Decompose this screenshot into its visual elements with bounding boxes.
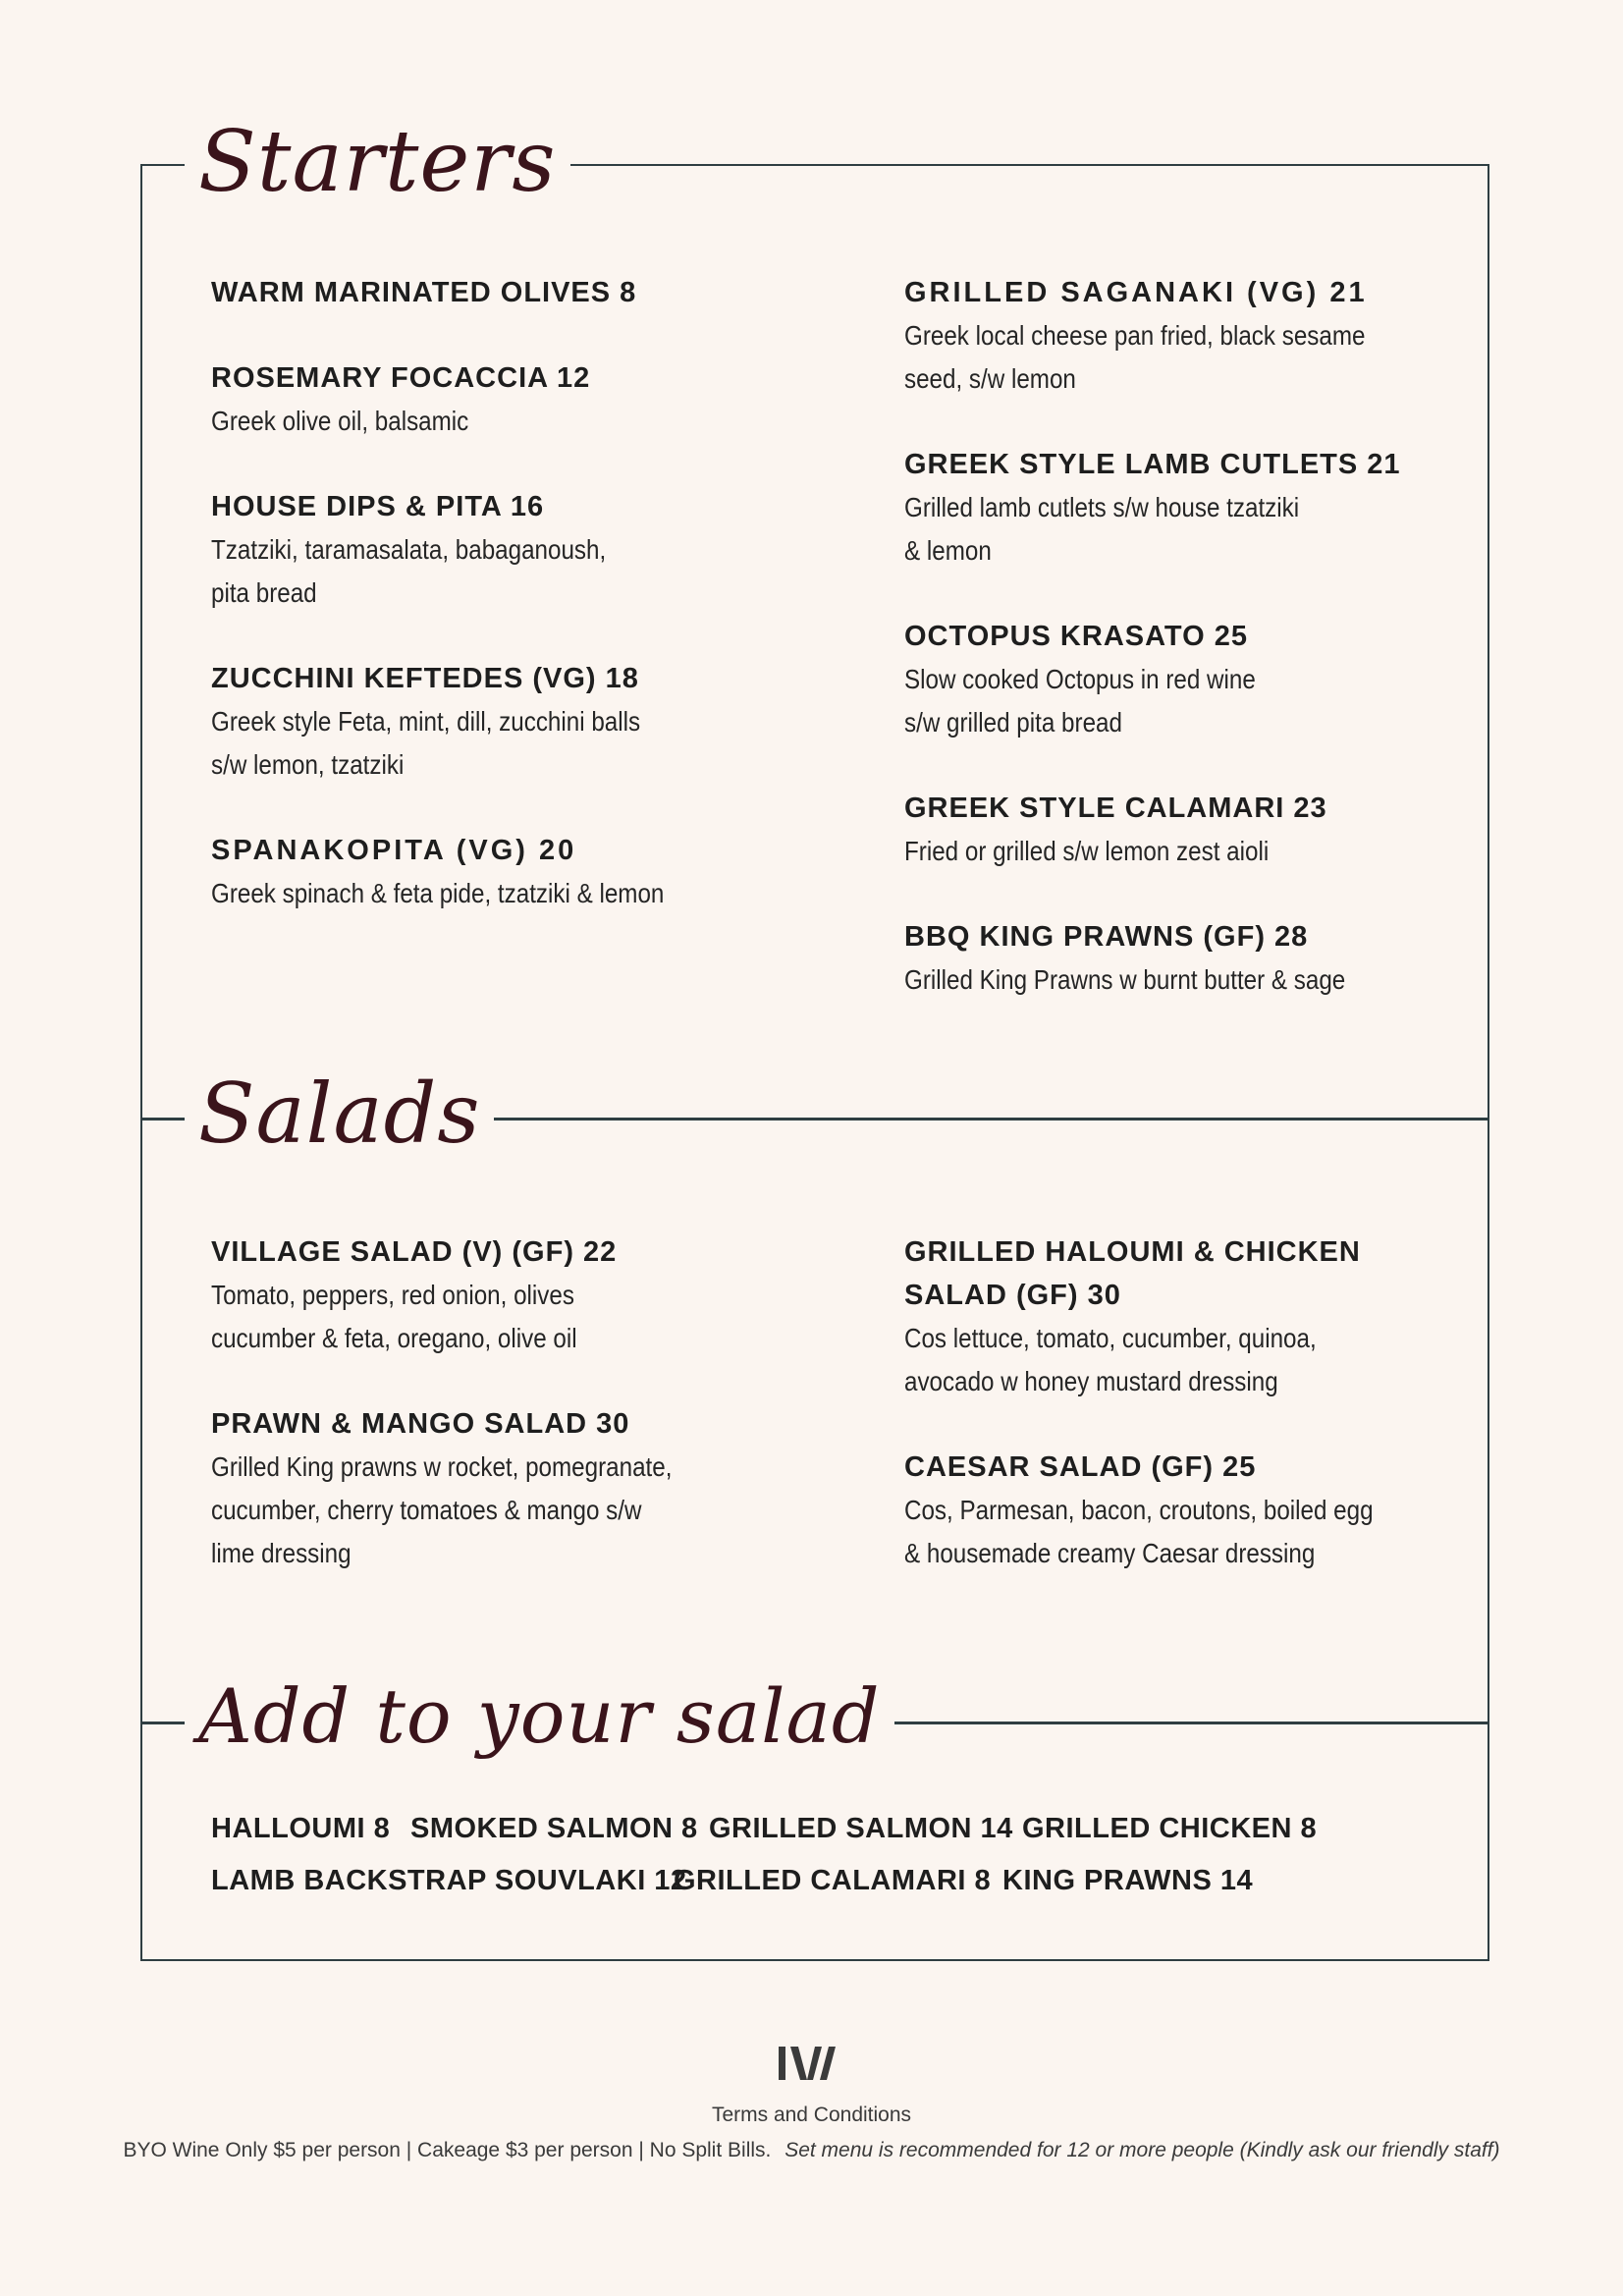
item-name: WARM MARINATED OLIVES 8 bbox=[211, 277, 637, 308]
terms-text bbox=[0, 2139, 1623, 2162]
addons-heading: Add to your salad bbox=[185, 1679, 894, 1754]
menu-item bbox=[211, 657, 761, 787]
item-name: SPANAKOPITA (VG) 20 bbox=[211, 835, 577, 866]
item-description: Grilled King prawns w rocket, pomegranate, cucumber, cherry tomatoes & mango s/w lime dressing bbox=[211, 1451, 673, 1568]
item-name: CAESAR SALAD (GF) 25 bbox=[904, 1451, 1257, 1483]
menu-item bbox=[904, 271, 1454, 401]
item-name: GREEK STYLE LAMB CUTLETS 21 bbox=[904, 449, 1401, 480]
item-name: OCTOPUS KRASATO 25 bbox=[904, 621, 1248, 652]
menu-item bbox=[904, 915, 1454, 1002]
item-description: Slow cooked Octopus in red wine s/w grilled pita bread bbox=[904, 664, 1256, 738]
item-description: Tomato, peppers, red onion, olives cucumber & feta, oregano, olive oil bbox=[211, 1280, 577, 1353]
menu-item bbox=[211, 356, 761, 443]
addon-item: SMOKED SALMON 8 bbox=[410, 1813, 698, 1844]
salads-heading: Salads bbox=[185, 1072, 494, 1155]
addon-item: GRILLED SALMON 14 bbox=[709, 1813, 1013, 1844]
addon-item: GRILLED CALAMARI 8 bbox=[674, 1865, 992, 1896]
item-description: Cos, Parmesan, bacon, croutons, boiled egg & housemade creamy Caesar dressing bbox=[904, 1495, 1374, 1568]
item-description: Fried or grilled s/w lemon zest aioli bbox=[904, 836, 1270, 866]
menu-item bbox=[211, 1230, 761, 1360]
menu-item bbox=[904, 615, 1454, 744]
addon-item: KING PRAWNS 14 bbox=[1002, 1865, 1254, 1896]
terms-note: Set menu is recommended for 12 or more people (Kindly ask our friendly staff) bbox=[784, 2139, 1500, 2161]
item-description: Greek local cheese pan fried, black sesame seed, s/w lemon bbox=[904, 320, 1366, 394]
item-description: Greek spinach & feta pide, tzatziki & lemon bbox=[211, 878, 665, 908]
brand-logo-mark bbox=[777, 2045, 847, 2082]
menu-item bbox=[211, 485, 761, 615]
addon-item: GRILLED CHICKEN 8 bbox=[1022, 1813, 1318, 1844]
menu-item bbox=[211, 1402, 761, 1575]
addon-item: LAMB BACKSTRAP SOUVLAKI 12 bbox=[211, 1865, 687, 1896]
item-name: ROSEMARY FOCACCIA 12 bbox=[211, 362, 591, 394]
item-name: HOUSE DIPS & PITA 16 bbox=[211, 491, 545, 522]
item-name: GRILLED SAGANAKI (VG) 21 bbox=[904, 277, 1368, 308]
menu-item bbox=[904, 1230, 1454, 1403]
starters-heading: Starters bbox=[185, 120, 570, 204]
item-description: Cos lettuce, tomato, cucumber, quinoa, avocado w honey mustard dressing bbox=[904, 1323, 1317, 1396]
item-description: Greek olive oil, balsamic bbox=[211, 406, 469, 436]
item-description: Tzatziki, taramasalata, babaganoush, pita bread bbox=[211, 534, 607, 608]
item-name: GREEK STYLE CALAMARI 23 bbox=[904, 793, 1327, 824]
item-description: Grilled lamb cutlets s/w house tzatziki & lemon bbox=[904, 492, 1300, 566]
addon-item: HALLOUMI 8 bbox=[211, 1813, 391, 1844]
menu-item bbox=[904, 443, 1454, 573]
brand-logo bbox=[0, 2045, 1623, 2087]
item-name: VILLAGE SALAD (V) (GF) 22 bbox=[211, 1236, 618, 1268]
menu-item bbox=[904, 787, 1454, 873]
menu-item bbox=[211, 829, 761, 915]
menu-item bbox=[211, 271, 761, 314]
item-name: PRAWN & MANGO SALAD 30 bbox=[211, 1408, 630, 1440]
item-description: Greek style Feta, mint, dill, zucchini balls s/w lemon, tzatziki bbox=[211, 706, 641, 780]
item-name: GRILLED HALOUMI & CHICKEN SALAD (GF) 30 bbox=[904, 1236, 1361, 1311]
item-description: Grilled King Prawns w burnt butter & sage bbox=[904, 964, 1346, 995]
item-name: ZUCCHINI KEFTEDES (VG) 18 bbox=[211, 663, 639, 694]
item-name: BBQ KING PRAWNS (GF) 28 bbox=[904, 921, 1309, 953]
terms-conditions: BYO Wine Only $5 per person | Cakeage $3 per person | No Split Bills. bbox=[123, 2139, 772, 2161]
menu-item bbox=[904, 1446, 1454, 1575]
terms-title: Terms and Conditions bbox=[711, 2104, 912, 2126]
